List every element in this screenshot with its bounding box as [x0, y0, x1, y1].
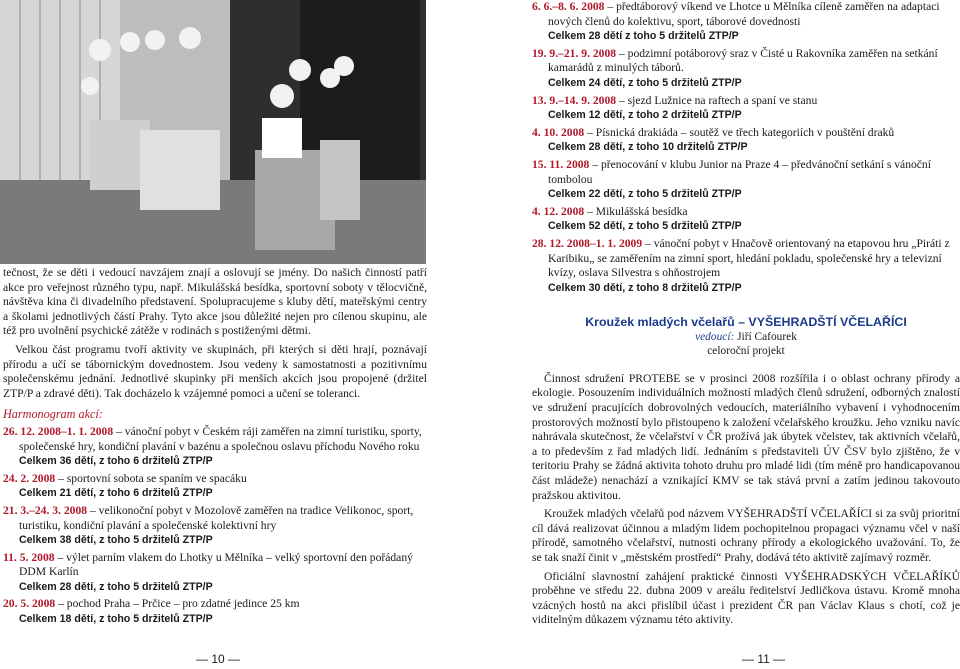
- event-description: – vánoční pobyt v Českém ráji zaměřen na zimní turistiku, sporty, společenské hry, kondiční plavání v bazénu a společnou oslavu příchodu Nového roku: [19, 424, 422, 453]
- event-description: – sjezd Lužnice na raftech a spaní ve stanu: [616, 93, 818, 107]
- page-number-left: — 10 —: [196, 652, 241, 667]
- right-text-column: [532, 0, 960, 628]
- event-date: 28. 12. 2008–1. 1. 2009: [532, 236, 643, 250]
- event-entry: [532, 205, 960, 234]
- body-paragraph: Kroužek mladých včelařů pod názvem VYŠEHRADŠTÍ VČELAŘÍCI si za svůj prioritní cíl dává realizovat účinnou a mladým lidem pochopitelnou propagaci významu včel v naší přírodě, samotného včelařství, nutnosti ochrany přírody a ekologického uvažování. To, že se tak snaží činit v „městském prostředí“ Prahy, dodává této aktivitě zajímavý rozměr.: [532, 507, 960, 564]
- event-entry: [532, 126, 960, 155]
- event-description: – vánoční pobyt v Hnačově orientovaný na etapovou hru „Piráti z Karibiku„ se zaměřením na zimní sport, hledání pokladu, společenské hry a televizní kvízy, oslava Silvestra s ohňostrojem: [548, 236, 950, 280]
- event-date: 21. 3.–24. 3. 2008: [3, 503, 88, 517]
- right-page: [480, 0, 960, 669]
- event-participants: Celkem 12 dětí, z toho 2 držitelů ZTP/P: [548, 109, 742, 122]
- event-date: 26. 12. 2008–1. 1. 2008: [3, 424, 114, 438]
- event-date: 13. 9.–14. 9. 2008: [532, 93, 617, 107]
- event-participants: Celkem 30 dětí, z toho 8 držitelů ZTP/P: [548, 281, 742, 294]
- section-leader: [532, 330, 960, 344]
- event-entry: [532, 237, 960, 295]
- event-participants: Celkem 52 dětí, z toho 5 držitelů ZTP/P: [548, 220, 742, 233]
- left-text-column: [3, 266, 427, 627]
- photo-illustration: [0, 0, 426, 264]
- event-description: – velikonoční pobyt v Mozolově zaměřen na tradice Velikonoc, sport, turistiku, kondiční plavání a společenské kolektivní hry: [19, 503, 414, 532]
- event-entry: [532, 0, 960, 44]
- event-description: – sportovní sobota se spaním ve spacáku: [55, 471, 247, 485]
- body-paragraph: Oficiální slavnostní zahájení praktické činnosti VYŠEHRADSKÝCH VČELAŘÍKŮ proběhne ve středu 22. dubna 2009 v areálu ředitelství Jedličkova ústavu. Kromě mnoha vzácných hostů na akci přislíbil účast i prezident ČR pan Václav Klaus s chotí, což je viditelným důkazem významu této aktivity.: [532, 569, 960, 627]
- intro-paragraph: tečnost, že se děti i vedoucí navzájem znají a oslovují se jmény. Do našich činností patří akce pro veřejnost různého typu, např. Mikulášská besídka, sportovní soboty v tělocvičně, návštěva kina či divadelního představení. Spolupracujeme s kluby dětí, mateřskými centry a školami jednotlivých částí Prahy. Tyto akce jsou důležité nejen pro cílenou skupinu, ale též pro uvolnění psychické zátěže v rodinách s postiženými dětmi.: [3, 266, 427, 338]
- event-entry: [532, 47, 960, 91]
- event-date: 15. 11. 2008: [532, 157, 590, 171]
- event-entry: [532, 158, 960, 202]
- page-number-right: — 11 —: [742, 652, 786, 667]
- event-description: – podzimní potáborový sraz v Čisté u Rakovníka zaměřen na setkání kamarádů z minulých táborů.: [548, 46, 938, 75]
- event-participants: Celkem 28 dětí, z toho 5 držitelů ZTP/P: [19, 580, 213, 593]
- event-description: – Písnická drakiáda – soutěž ve třech kategoriích v pouštění draků: [584, 125, 895, 139]
- leader-name: Jiří Cafourek: [734, 330, 797, 343]
- section-type: celoroční projekt: [707, 344, 785, 357]
- event-date: 4. 10. 2008: [532, 125, 585, 139]
- event-entry: [3, 425, 427, 469]
- event-entry: [532, 94, 960, 123]
- event-entry: [3, 472, 427, 501]
- event-participants: Celkem 22 dětí, z toho 5 držitelů ZTP/P: [548, 188, 742, 201]
- leader-label: vedoucí:: [695, 330, 735, 343]
- event-description: – pochod Praha – Prčice – pro zdatné jedince 25 km: [55, 597, 300, 611]
- body-paragraph: Činnost sdružení PROTEBE se v prosinci 2008 rozšířila i o oblast ochrany přírody a ekologie. Posouzením individuálních možností mladých členů sdružení, odborných znalostí ve sdružení pracujících dobrovolných vedoucích, materiálního vybavení i vyhodnocením prostorových možností bylo přistoupeno k založení včelařského kroužku. Jeho vzniku navíc nahrávala skutečnost, že včelařství v ČR prožívá jak úbytek včelstev, tak aktivních včelařů, a to především z řad mladých lidí. Jednáním s představiteli ÚV ČSV bylo zjištěno, že v teritoriu Prahy se žádná aktivita tohoto druhu pro mladé lidi (tím méně pro handicapovanou část mládeže) nenachází a vznikající KMV se tak stává první a zatím jedinou takovouto pražskou aktivitou.: [532, 371, 960, 502]
- event-entry: [3, 597, 427, 626]
- event-date: 11. 5. 2008: [3, 550, 55, 564]
- event-entry: [3, 551, 427, 595]
- event-participants: Celkem 28 dětí, z toho 10 držitelů ZTP/P: [548, 141, 748, 154]
- event-description: – předtáborový víkend ve Lhotce u Mělníka cíleně zaměřen na adaptaci nových členů do kolektivu, sport, táborové dovednosti: [548, 0, 940, 28]
- section-body: [532, 372, 960, 628]
- event-description: – přenocování v klubu Junior na Praze 4 – předvánoční setkání s vánoční tombolou: [548, 157, 931, 186]
- event-date: 4. 12. 2008: [532, 204, 585, 218]
- event-date: 20. 5. 2008: [3, 597, 56, 611]
- event-participants: Celkem 36 dětí, z toho 6 držitelů ZTP/P: [19, 455, 213, 468]
- event-participants: Celkem 28 dětí z toho 5 držitelů ZTP/P: [548, 30, 739, 43]
- event-date: 6. 6.–8. 6. 2008: [532, 0, 605, 13]
- event-entry: [3, 504, 427, 548]
- event-participants: Celkem 18 dětí, z toho 5 držitelů ZTP/P: [19, 613, 213, 626]
- program-paragraph: Velkou část programu tvoří aktivity ve skupinách, při kterých si děti hrají, poznávají přírodu a učí se tábornickým dovednostem. Jsou vedeny k samostatnosti a pozitivnímu společenskému jednání. Jednotlivé skupinky při menších akcích jsou propojené (držitel ZTP/P a zdravé děti). Tak docházelo k vzájemné pomoci a učení se toleranci.: [3, 342, 427, 400]
- section-title: Kroužek mladých včelařů – VYŠEHRADŠTÍ VČELAŘÍCI: [585, 315, 907, 330]
- children-photo: [0, 0, 426, 264]
- event-participants: Celkem 24 dětí, z toho 5 držitelů ZTP/P: [548, 76, 742, 89]
- event-date: 19. 9.–21. 9. 2008: [532, 46, 617, 60]
- event-description: – výlet parním vlakem do Lhotky u Mělníka – velký sportovní den pořádaný DDM Karlín: [19, 550, 413, 579]
- harmonogram-heading: Harmonogram akcí:: [3, 407, 103, 422]
- event-description: – Mikulášská besídka: [584, 204, 688, 218]
- event-participants: Celkem 21 dětí, z toho 6 držitelů ZTP/P: [19, 487, 213, 500]
- event-participants: Celkem 38 dětí, z toho 5 držitelů ZTP/P: [19, 534, 213, 547]
- event-date: 24. 2. 2008: [3, 471, 56, 485]
